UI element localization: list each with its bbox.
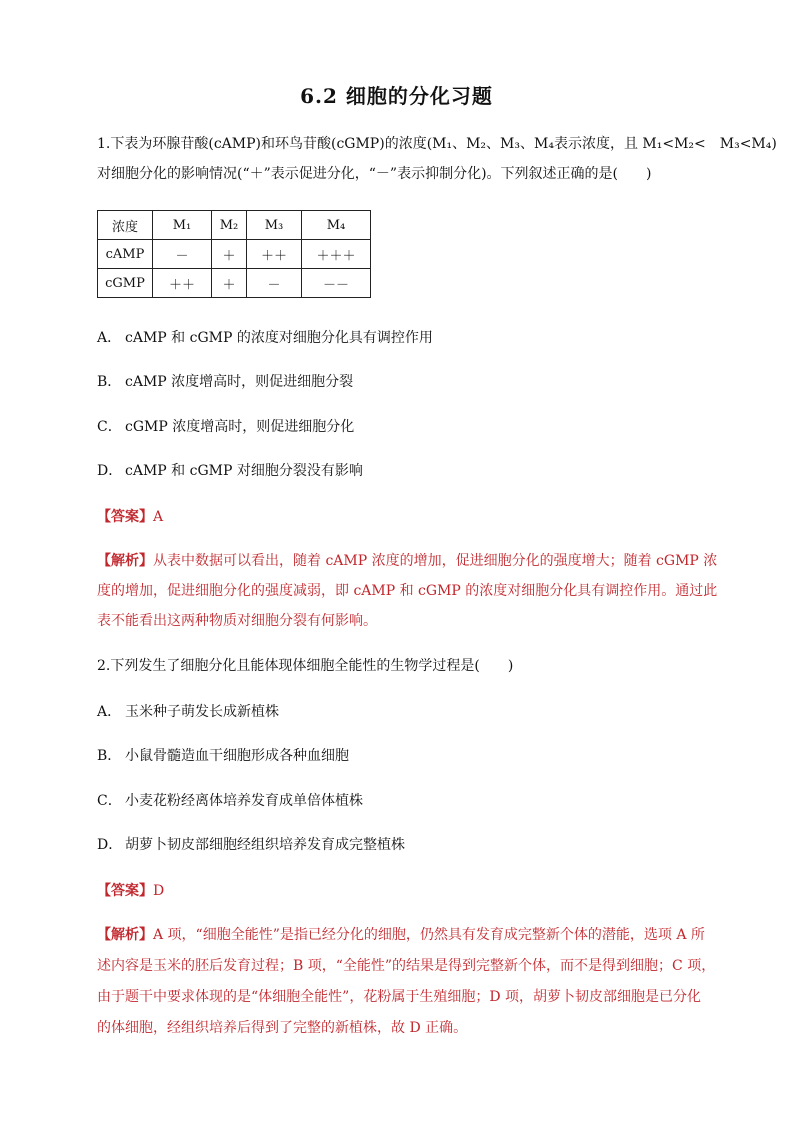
table-row [98, 240, 371, 269]
answer-value: A [153, 509, 164, 525]
q1-stem-line1: 1.下表为环腺苷酸(cAMP)和环鸟苷酸(cGMP)的浓度(M₁、M₂、M₃、M₄表示浓度，且 M₁<M₂< M₃<M₄) [97, 136, 777, 152]
q2-stem: 2.下列发生了细胞分化且能体现体细胞全能性的生物学过程是( ) [97, 658, 514, 674]
q2-analysis-line3: 由于题干中要求体现的是“体细胞全能性”，花粉属于生殖细胞；D 项，胡萝卜韧皮部细胞是已分化 [97, 989, 701, 1005]
analysis-tag: 【解析】 [97, 927, 153, 943]
table-cell: ＋＋ [247, 240, 302, 269]
table-header-cell: M₂ [212, 211, 247, 240]
table-cell: cAMP [98, 240, 153, 269]
q1-answer [97, 506, 163, 526]
q1-option-c [97, 416, 354, 436]
option-letter: D． [97, 837, 123, 853]
option-letter: B． [97, 748, 122, 764]
analysis-text: A 项，“细胞全能性”是指已经分化的细胞，仍然具有发育成完整新个体的潜能，选项 A 所 [153, 927, 705, 943]
q2-analysis-line4: 的体细胞，经组织培养后得到了完整的新植株，故 D 正确。 [97, 1020, 468, 1036]
answer-value: D [153, 883, 165, 899]
q2-option-b [97, 745, 349, 765]
option-text: cGMP 浓度增高时，则促进细胞分化 [125, 419, 355, 435]
answer-tag: 【答案】 [97, 883, 153, 899]
table-header-cell: M₄ [302, 211, 371, 240]
q2-analysis-line2: 述内容是玉米的胚后发育过程；B 项，“全能性”的结果是得到完整新个体，而不是得到细胞；C 项， [97, 958, 716, 974]
table-header-cell: M₃ [247, 211, 302, 240]
q2-option-c [97, 790, 363, 810]
q1-stem-line2: 对细胞分化的影响情况(“＋”表示促进分化，“－”表示抑制分化)。下列叙述正确的是( ) [97, 166, 652, 182]
table-cell: ＋＋＋ [302, 240, 371, 269]
option-text: 胡萝卜韧皮部细胞经组织培养发育成完整植株 [125, 837, 405, 853]
option-letter: B． [97, 374, 122, 390]
q1-analysis-line2: 度的增加，促进细胞分化的强度减弱，即 cAMP 和 cGMP 的浓度对细胞分化具有调控作用。通过此 [97, 583, 718, 599]
table-cell: ＋＋ [153, 269, 212, 298]
q1-option-a [97, 327, 433, 347]
table-cell: － [247, 269, 302, 298]
q2-option-d [97, 834, 405, 854]
table-cell: ＋ [212, 269, 247, 298]
analysis-tag: 【解析】 [97, 553, 153, 569]
table-header-row [98, 211, 371, 240]
q1-analysis-line3: 表不能看出这两种物质对细胞分裂有何影响。 [97, 613, 377, 629]
table-cell: cGMP [98, 269, 153, 298]
q1-option-b [97, 371, 353, 391]
option-letter: C． [97, 419, 122, 435]
option-letter: C． [97, 793, 122, 809]
option-text: 小麦花粉经离体培养发育成单倍体植株 [125, 793, 363, 809]
option-letter: A． [97, 330, 122, 346]
table-cell: －－ [302, 269, 371, 298]
page-title: 6.2 细胞的分化习题 [300, 84, 493, 108]
q2-answer [97, 880, 164, 900]
q1-option-d [97, 460, 363, 480]
option-letter: A． [97, 704, 122, 720]
option-text: cAMP 和 cGMP 对细胞分裂没有影响 [125, 463, 363, 479]
concentration-table [97, 210, 371, 298]
table-header-cell: M₁ [153, 211, 212, 240]
option-text: 玉米种子萌发长成新植株 [125, 704, 279, 720]
table-cell: ＋ [212, 240, 247, 269]
option-text: cAMP 浓度增高时，则促进细胞分裂 [125, 374, 354, 390]
q1-analysis-line1 [97, 550, 717, 570]
option-text: cAMP 和 cGMP 的浓度对细胞分化具有调控作用 [125, 330, 433, 346]
table-cell: － [153, 240, 212, 269]
option-text: 小鼠骨髓造血干细胞形成各种血细胞 [125, 748, 349, 764]
q2-analysis-line1 [97, 924, 705, 944]
analysis-text: 从表中数据可以看出，随着 cAMP 浓度的增加，促进细胞分化的强度增大；随着 cGMP 浓 [153, 553, 718, 569]
table-header-cell: 浓度 [98, 211, 153, 240]
answer-tag: 【答案】 [97, 509, 153, 525]
option-letter: D． [97, 463, 123, 479]
q2-option-a [97, 701, 279, 721]
table-row [98, 269, 371, 298]
